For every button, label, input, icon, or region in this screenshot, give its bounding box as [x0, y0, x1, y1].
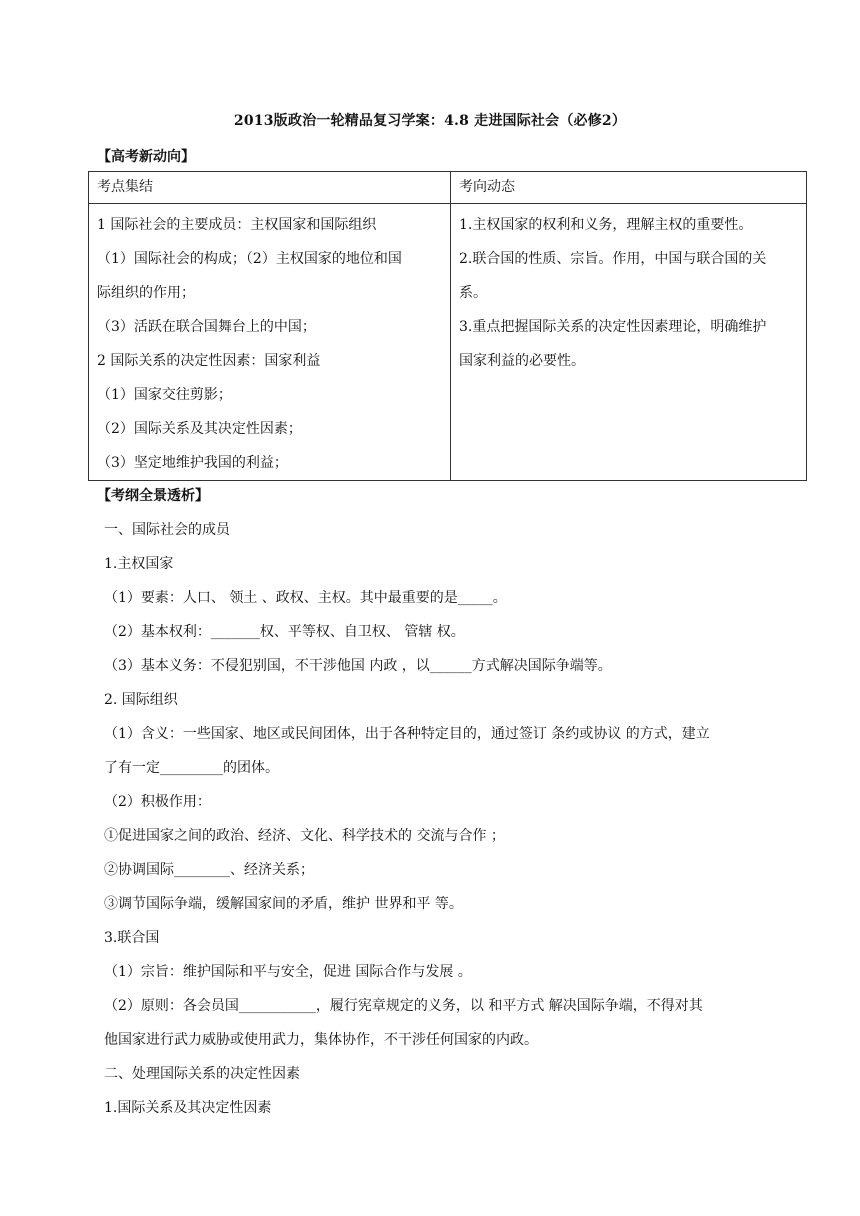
table-header-row	[89, 172, 807, 204]
body-paragraph: ③调节国际争端，缓解国家间的矛盾，维护 世界和平 等。	[104, 896, 463, 912]
table-cell-line: （3）活跃在联合国舞台上的中国；	[97, 319, 316, 335]
body-paragraph: （3）基本义务：不侵犯别国，不干涉他国 内政 ，以______方式解决国际争端等。	[104, 658, 612, 674]
section-heading-outline: 【考纲全景透析】	[97, 488, 209, 504]
table-cell-line: （2）国际关系及其决定性因素；	[97, 421, 302, 437]
heading-level2: 1.主权国家	[104, 556, 174, 572]
heading-level2: 1.国际关系及其决定性因素	[104, 1100, 272, 1116]
table-cell-line: （1）国际社会的构成；（2）主权国家的地位和国	[97, 251, 402, 267]
body-paragraph: （1）宗旨：维护国际和平与安全，促进 国际合作与发展 。	[104, 964, 472, 980]
table-cell-trends	[451, 204, 807, 481]
table-cell-line: 2 国际关系的决定性因素：国家利益	[97, 353, 321, 369]
body-paragraph: ①促进国家之间的政治、经济、文化、科学技术的 交流与合作 ；	[104, 828, 505, 844]
body-paragraph: （2）基本权利：_______权、平等权、自卫权、 管辖 权。	[104, 624, 465, 640]
table-cell-points	[89, 204, 451, 481]
document-title: 2013版政治一轮精品复习学案：4.8 走进国际社会（必修2）	[233, 113, 627, 129]
body-paragraph: ②协调国际________、经济关系；	[104, 862, 314, 878]
table-header-cell: 考点集结	[89, 172, 451, 204]
table-cell-line: 系。	[459, 285, 487, 301]
table-cell-line: 国家利益的必要性。	[459, 353, 585, 369]
heading-level2: 2. 国际组织	[104, 692, 178, 708]
body-paragraph: （2）原则：各会员国___________，履行宪章规定的义务，以 和平方式 解决国际争端，不得对其	[104, 998, 703, 1014]
table-cell-line: 3.重点把握国际关系的决定性因素理论，明确维护	[459, 319, 767, 335]
table-header-cell: 考向动态	[451, 172, 807, 204]
table-cell-line: 际组织的作用；	[97, 285, 195, 301]
table-cell-line: 2.联合国的性质、宗旨。作用，中国与联合国的关	[459, 251, 767, 267]
section-heading-trend: 【高考新动向】	[97, 149, 195, 165]
body-paragraph: （1）要素：人口、 领土 、政权、主权。其中最重要的是_____。	[104, 590, 507, 606]
heading-level1: 一、国际社会的成员	[104, 522, 230, 538]
heading-level1: 二、处理国际关系的决定性因素	[104, 1066, 300, 1082]
body-paragraph: 他国家进行武力威胁或使用武力，集体协作，不干涉任何国家的内政。	[104, 1032, 538, 1048]
body-paragraph: （1）含义：一些国家、地区或民间团体，出于各种特定目的，通过签订 条约或协议 的方式，建立	[104, 726, 710, 742]
table-cell-line: （1）国家交往剪影；	[97, 387, 232, 403]
body-paragraph: 了有一定_________的团体。	[104, 760, 279, 776]
body-paragraph: （2）积极作用：	[104, 794, 211, 810]
table-row	[89, 204, 807, 481]
exam-points-table	[88, 171, 807, 481]
table-cell-line: （3）坚定地维护我国的利益；	[97, 455, 288, 471]
heading-level2: 3.联合国	[104, 930, 160, 946]
table-cell-line: 1 国际社会的主要成员：主权国家和国际组织	[97, 217, 377, 233]
table-cell-line: 1.主权国家的权利和义务，理解主权的重要性。	[459, 217, 753, 233]
